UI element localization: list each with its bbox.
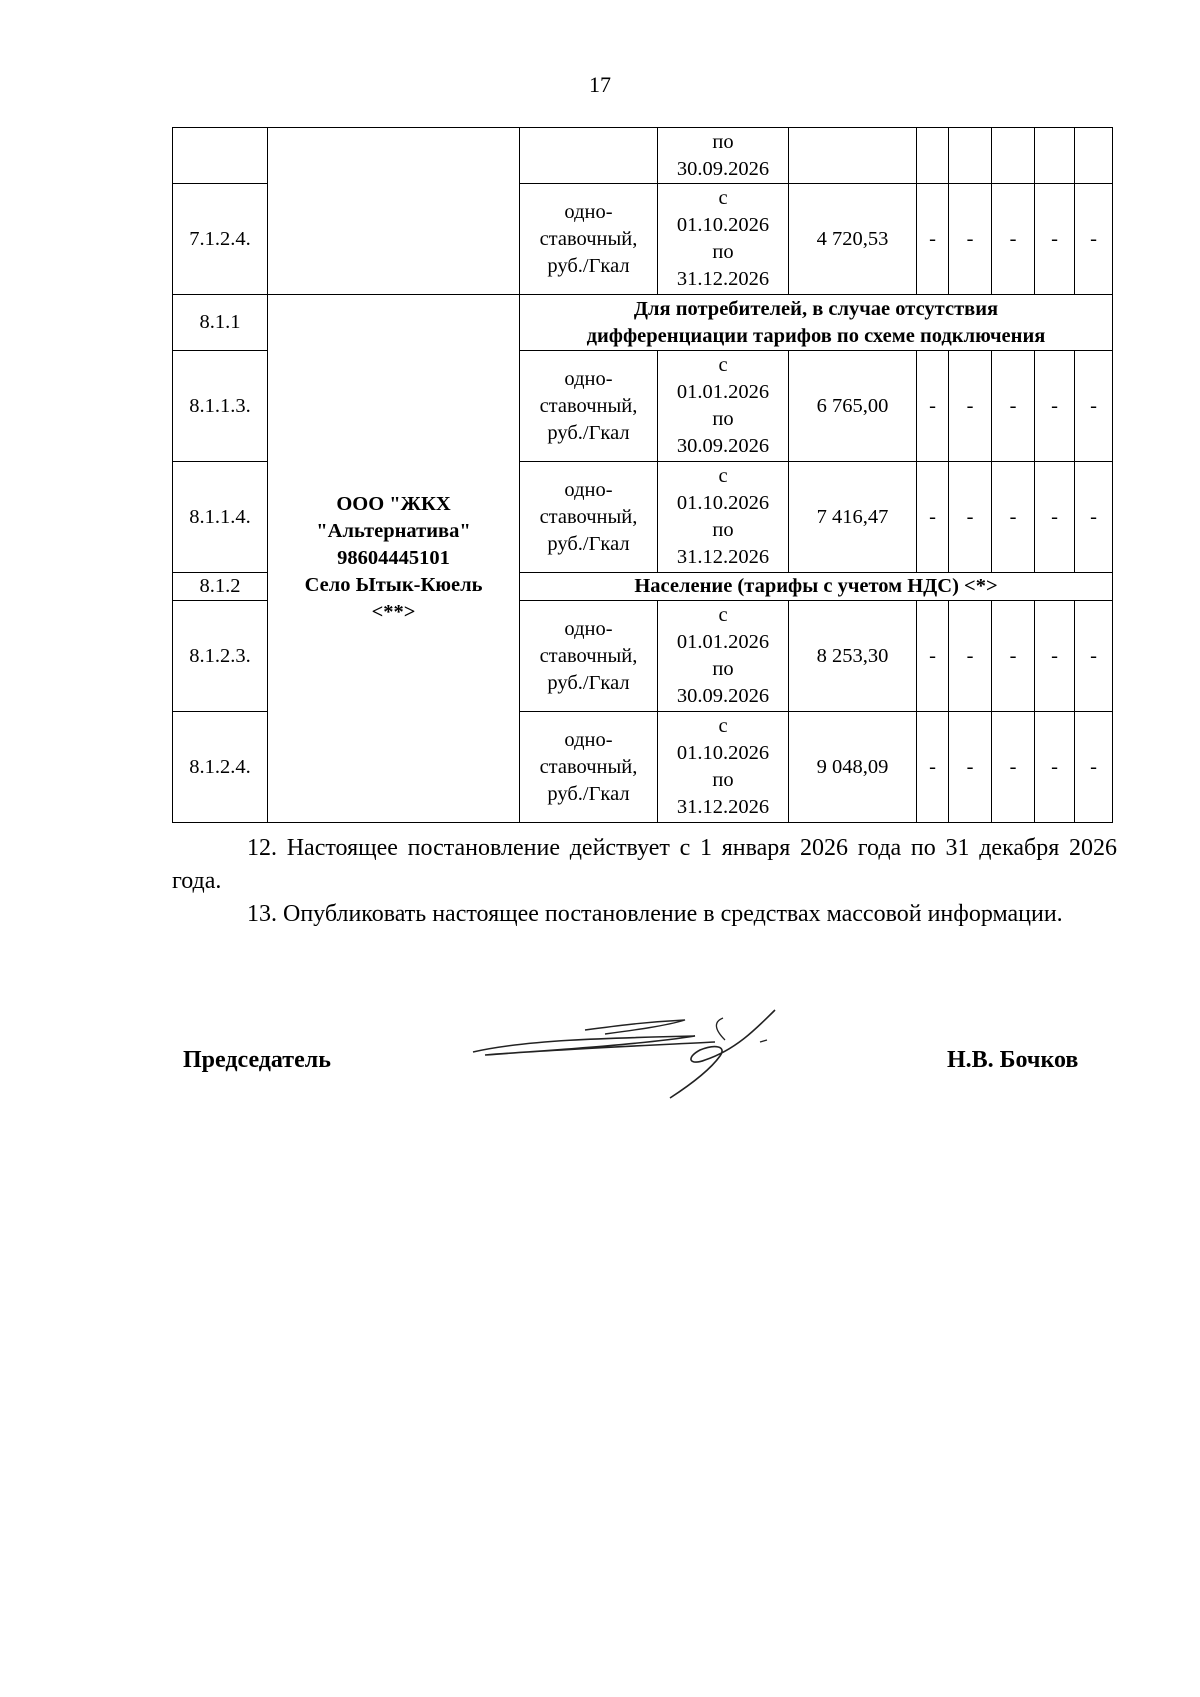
cell-value: 4 720,53: [789, 184, 917, 295]
cell-dash: -: [1075, 351, 1113, 462]
cell-dash: -: [917, 184, 949, 295]
cell-dash: -: [917, 712, 949, 823]
cell-dash: -: [1035, 462, 1075, 573]
paragraph-13: 13. Опубликовать настоящее постановление в средствах массовой информации.: [247, 901, 1063, 927]
cell-dash: -: [992, 184, 1035, 295]
cell-dash: -: [949, 184, 992, 295]
table-row: [173, 128, 1113, 184]
cell-num: 8.1.2.4.: [173, 712, 268, 823]
signatory-title: Председатель: [183, 1047, 331, 1073]
cell-section-header: Для потребителей, в случае отсутствия дифференциации тарифов по схеме подключения: [520, 295, 1113, 351]
paragraph-12: 12. Настоящее постановление действует с 1 января 2026 года по 31 декабря 2026 года.: [172, 835, 1117, 894]
cell-rate: одно- ставочный, руб./Гкал: [520, 462, 658, 573]
cell-dash: -: [992, 601, 1035, 712]
cell-value: 6 765,00: [789, 351, 917, 462]
cell-dash: -: [949, 351, 992, 462]
cell-period: с 01.01.2026 по 30.09.2026: [658, 351, 789, 462]
cell-dash: -: [1075, 601, 1113, 712]
cell-rate: одно- ставочный, руб./Гкал: [520, 601, 658, 712]
cell-num: 8.1.1: [173, 295, 268, 351]
cell-period: [658, 128, 789, 184]
cell-period: с 01.10.2026 по 31.12.2026: [658, 712, 789, 823]
cell-rate: одно- ставочный, руб./Гкал: [520, 712, 658, 823]
cell-period: с 01.10.2026 по 31.12.2026: [658, 184, 789, 295]
cell-value: [789, 128, 917, 184]
cell-num: 8.1.1.3.: [173, 351, 268, 462]
cell-rate: одно- ставочный, руб./Гкал: [520, 351, 658, 462]
cell-dash: -: [992, 712, 1035, 823]
cell-dash: -: [992, 351, 1035, 462]
cell-dash: -: [1035, 351, 1075, 462]
cell-dash: -: [949, 712, 992, 823]
cell-num: 8.1.1.4.: [173, 462, 268, 573]
period-line: по: [712, 130, 734, 153]
cell-org: ООО "ЖКХ "Альтернатива" 98604445101 Село Ытык-Кюель <**>: [268, 295, 520, 823]
cell-dash: -: [1035, 712, 1075, 823]
cell-value: 7 416,47: [789, 462, 917, 573]
cell-num: [173, 128, 268, 184]
cell-dash: -: [949, 462, 992, 573]
cell-num: 8.1.2: [173, 573, 268, 601]
cell-dash: -: [917, 601, 949, 712]
cell-value: 8 253,30: [789, 601, 917, 712]
cell-dash: -: [1035, 601, 1075, 712]
cell-dash: -: [949, 601, 992, 712]
cell-value: 9 048,09: [789, 712, 917, 823]
cell-section-header: Население (тарифы с учетом НДС) <*>: [520, 573, 1113, 601]
cell-dash: -: [992, 462, 1035, 573]
table-row: [173, 295, 1113, 351]
cell-dash: -: [917, 351, 949, 462]
cell-period: с 01.10.2026 по 31.12.2026: [658, 462, 789, 573]
cell-rate: [520, 128, 658, 184]
cell-dash: -: [1075, 712, 1113, 823]
cell-org-prev: [268, 128, 520, 295]
cell-dash: -: [917, 462, 949, 573]
page-number: 17: [589, 72, 611, 97]
cell-dash: -: [1035, 184, 1075, 295]
cell-dash: -: [1075, 184, 1113, 295]
signature-image: [465, 1000, 785, 1100]
signatory-name: Н.В. Бочков: [947, 1047, 1079, 1073]
period-line: 30.09.2026: [676, 157, 770, 180]
tariff-table: [172, 127, 1113, 823]
cell-num: 8.1.2.3.: [173, 601, 268, 712]
cell-rate: одно- ставочный, руб./Гкал: [520, 184, 658, 295]
cell-num: 7.1.2.4.: [173, 184, 268, 295]
cell-period: с 01.01.2026 по 30.09.2026: [658, 601, 789, 712]
cell-dash: -: [1075, 462, 1113, 573]
